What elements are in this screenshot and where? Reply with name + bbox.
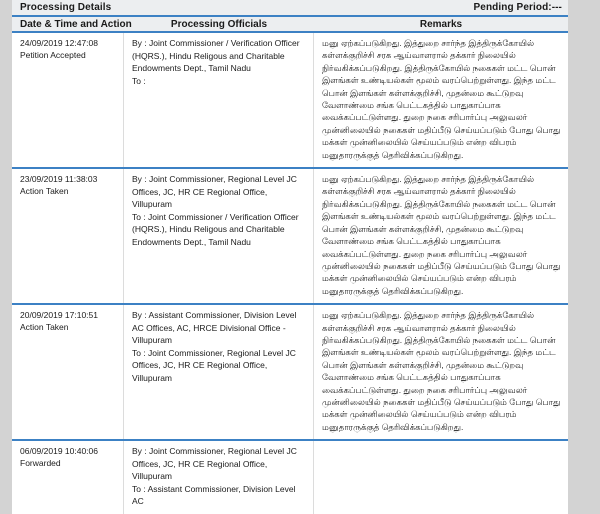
cell-date-action [12,305,124,439]
cell-processing-officials [124,441,314,514]
document-sheet [12,0,568,507]
cell-remarks [314,441,568,514]
row-remarks-text: மனு ஏற்கப்படுகிறது. இத்துறை சார்ந்த இத்திருக்கோயில் கள்ளக்குறிச்சி சரக ஆய்வாளரால் தக்கார் நிலையில் நிர்வகிக்கப்படுகிறது. இத்திருக்கோயில் நகைகள் மட்ட பொன் இளங்கள் உண்டியல்கள் மூலம் வரப்பெற்றுள்ளது. இந்த மட்ட பொன் இளங்கள் கள்ளக்குறிச்சி, முதன்மை கூட்டுறவு வேளாண்மை சங்க பெட்டகத்தில் பாதுகாப்பாக வைக்கப்பட்டுள்ளது. துறை நகை சரிபார்ப்பு அலுவலர் முன்னிலையில் நகைகள் மதிப்பீடு செய்யப்படும் போது பொது மக்கள் முன்னிலையில் செய்யப்படும் என்ற விபரம் மனுதாரருக்குத் தெரிவிக்கப்படுகிறது. [322,174,561,296]
cell-remarks [314,305,568,439]
table-row [12,305,568,441]
official-by: By : Assistant Commissioner, Division Level AC Offices, AC, HRCE Divisional Office - Villupuram [132,310,297,346]
table-row [12,441,568,514]
row-datetime: 20/09/2019 17:10:51 [20,310,98,321]
row-remarks-text: மனு ஏற்கப்படுகிறது. இத்துறை சார்ந்த இத்திருக்கோயில் கள்ளக்குறிச்சி சரக ஆய்வாளரால் தக்கார் நிலையில் நிர்வகிக்கப்படுகிறது. இத்திருக்கோயில் நகைகள் மட்ட பொன் இளங்கள் உண்டியல்கள் மூலம் வரப்பெற்றுள்ளது. இந்த மட்ட பொன் இளங்கள் கள்ளக்குறிச்சி, முதன்மை கூட்டுறவு வேளாண்மை சங்க பெட்டகத்தில் பாதுகாப்பாக வைக்கப்பட்டுள்ளது. துறை நகை சரிபார்ப்பு அலுவலர் முன்னிலையில் நகைகள் மதிப்பீடு செய்யப்படும் போது பொது மக்கள் முன்னிலையில் செய்யப்படும் என்ற விபரம் மனுதாரருக்குத் தெரிவிக்கப்படுகிறது. [322,38,561,160]
cell-processing-officials [124,305,314,439]
processing-details-banner [12,0,568,17]
official-by: By : Joint Commissioner, Regional Level JC Offices, JC, HR CE Regional Office, Villupuram [132,174,297,210]
column-header-date-action: Date & Time and Action [20,19,132,30]
cell-processing-officials [124,33,314,167]
processing-details-title: Processing Details [20,2,112,13]
cell-date-action [12,169,124,303]
official-to: To : Joint Commissioner, Regional Level JC Offices, JC, HR CE Regional Office, Villupuram [132,347,296,383]
cell-date-action [12,441,124,514]
official-by: By : Joint Commissioner, Regional Level JC Offices, JC, HR CE Regional Office, Villupuram [132,446,297,482]
table-header-row [12,17,568,33]
row-action: Petition Accepted [20,50,86,60]
processing-history-table-body [12,33,568,514]
row-action: Action Taken [20,186,69,197]
official-by: By : Joint Commissioner / Verification Officer (HQRS.), Hindu Religous and Charitable Endowments Dept., Tamil Nadu [132,38,300,73]
column-header-remarks: Remarks [419,19,463,30]
row-datetime: 24/09/2019 12:47:08 [20,38,98,48]
table-row [12,169,568,305]
row-datetime: 06/09/2019 10:40:06 [20,446,98,457]
row-datetime: 23/09/2019 11:38:03 [20,174,98,185]
cell-remarks [314,169,568,303]
row-remarks-text: மனு ஏற்கப்படுகிறது. இத்துறை சார்ந்த இத்திருக்கோயில் கள்ளக்குறிச்சி சரக ஆய்வாளரால் தக்கார் நிலையில் நிர்வகிக்கப்படுகிறது. இத்திருக்கோயில் நகைகள் மட்ட பொன் இளங்கள் உண்டியல்கள் மூலம் வரப்பெற்றுள்ளது. இந்த மட்ட பொன் இளங்கள் கள்ளக்குறிச்சி, முதன்மை கூட்டுறவு வேளாண்மை சங்க பெட்டகத்தில் பாதுகாப்பாக வைக்கப்பட்டுள்ளது. துறை நகை சரிபார்ப்பு அலுவலர் முன்னிலையில் நகைகள் மதிப்பீடு செய்யப்படும் போது பொது மக்கள் முன்னிலையில் செய்யப்படும் என்ற விபரம் மனுதாரருக்குத் தெரிவிக்கப்படுகிறது. [322,310,561,432]
cell-processing-officials [124,169,314,303]
official-to: To : Assistant Commissioner, Division Level AC [132,483,296,507]
table-row [12,33,568,169]
official-to: To : [132,75,146,86]
pending-period-label: Pending Period:--- [473,2,562,13]
column-header-processing-officials: Processing Officials [170,19,268,30]
cell-date-action [12,33,124,167]
row-action: Forwarded [20,458,61,469]
cell-remarks [314,33,568,167]
row-action: Action Taken [20,322,69,333]
official-to: To : Joint Commissioner / Verification Officer (HQRS.), Hindu Religous and Charitable Endowments Dept., Tamil Nadu [132,211,299,247]
